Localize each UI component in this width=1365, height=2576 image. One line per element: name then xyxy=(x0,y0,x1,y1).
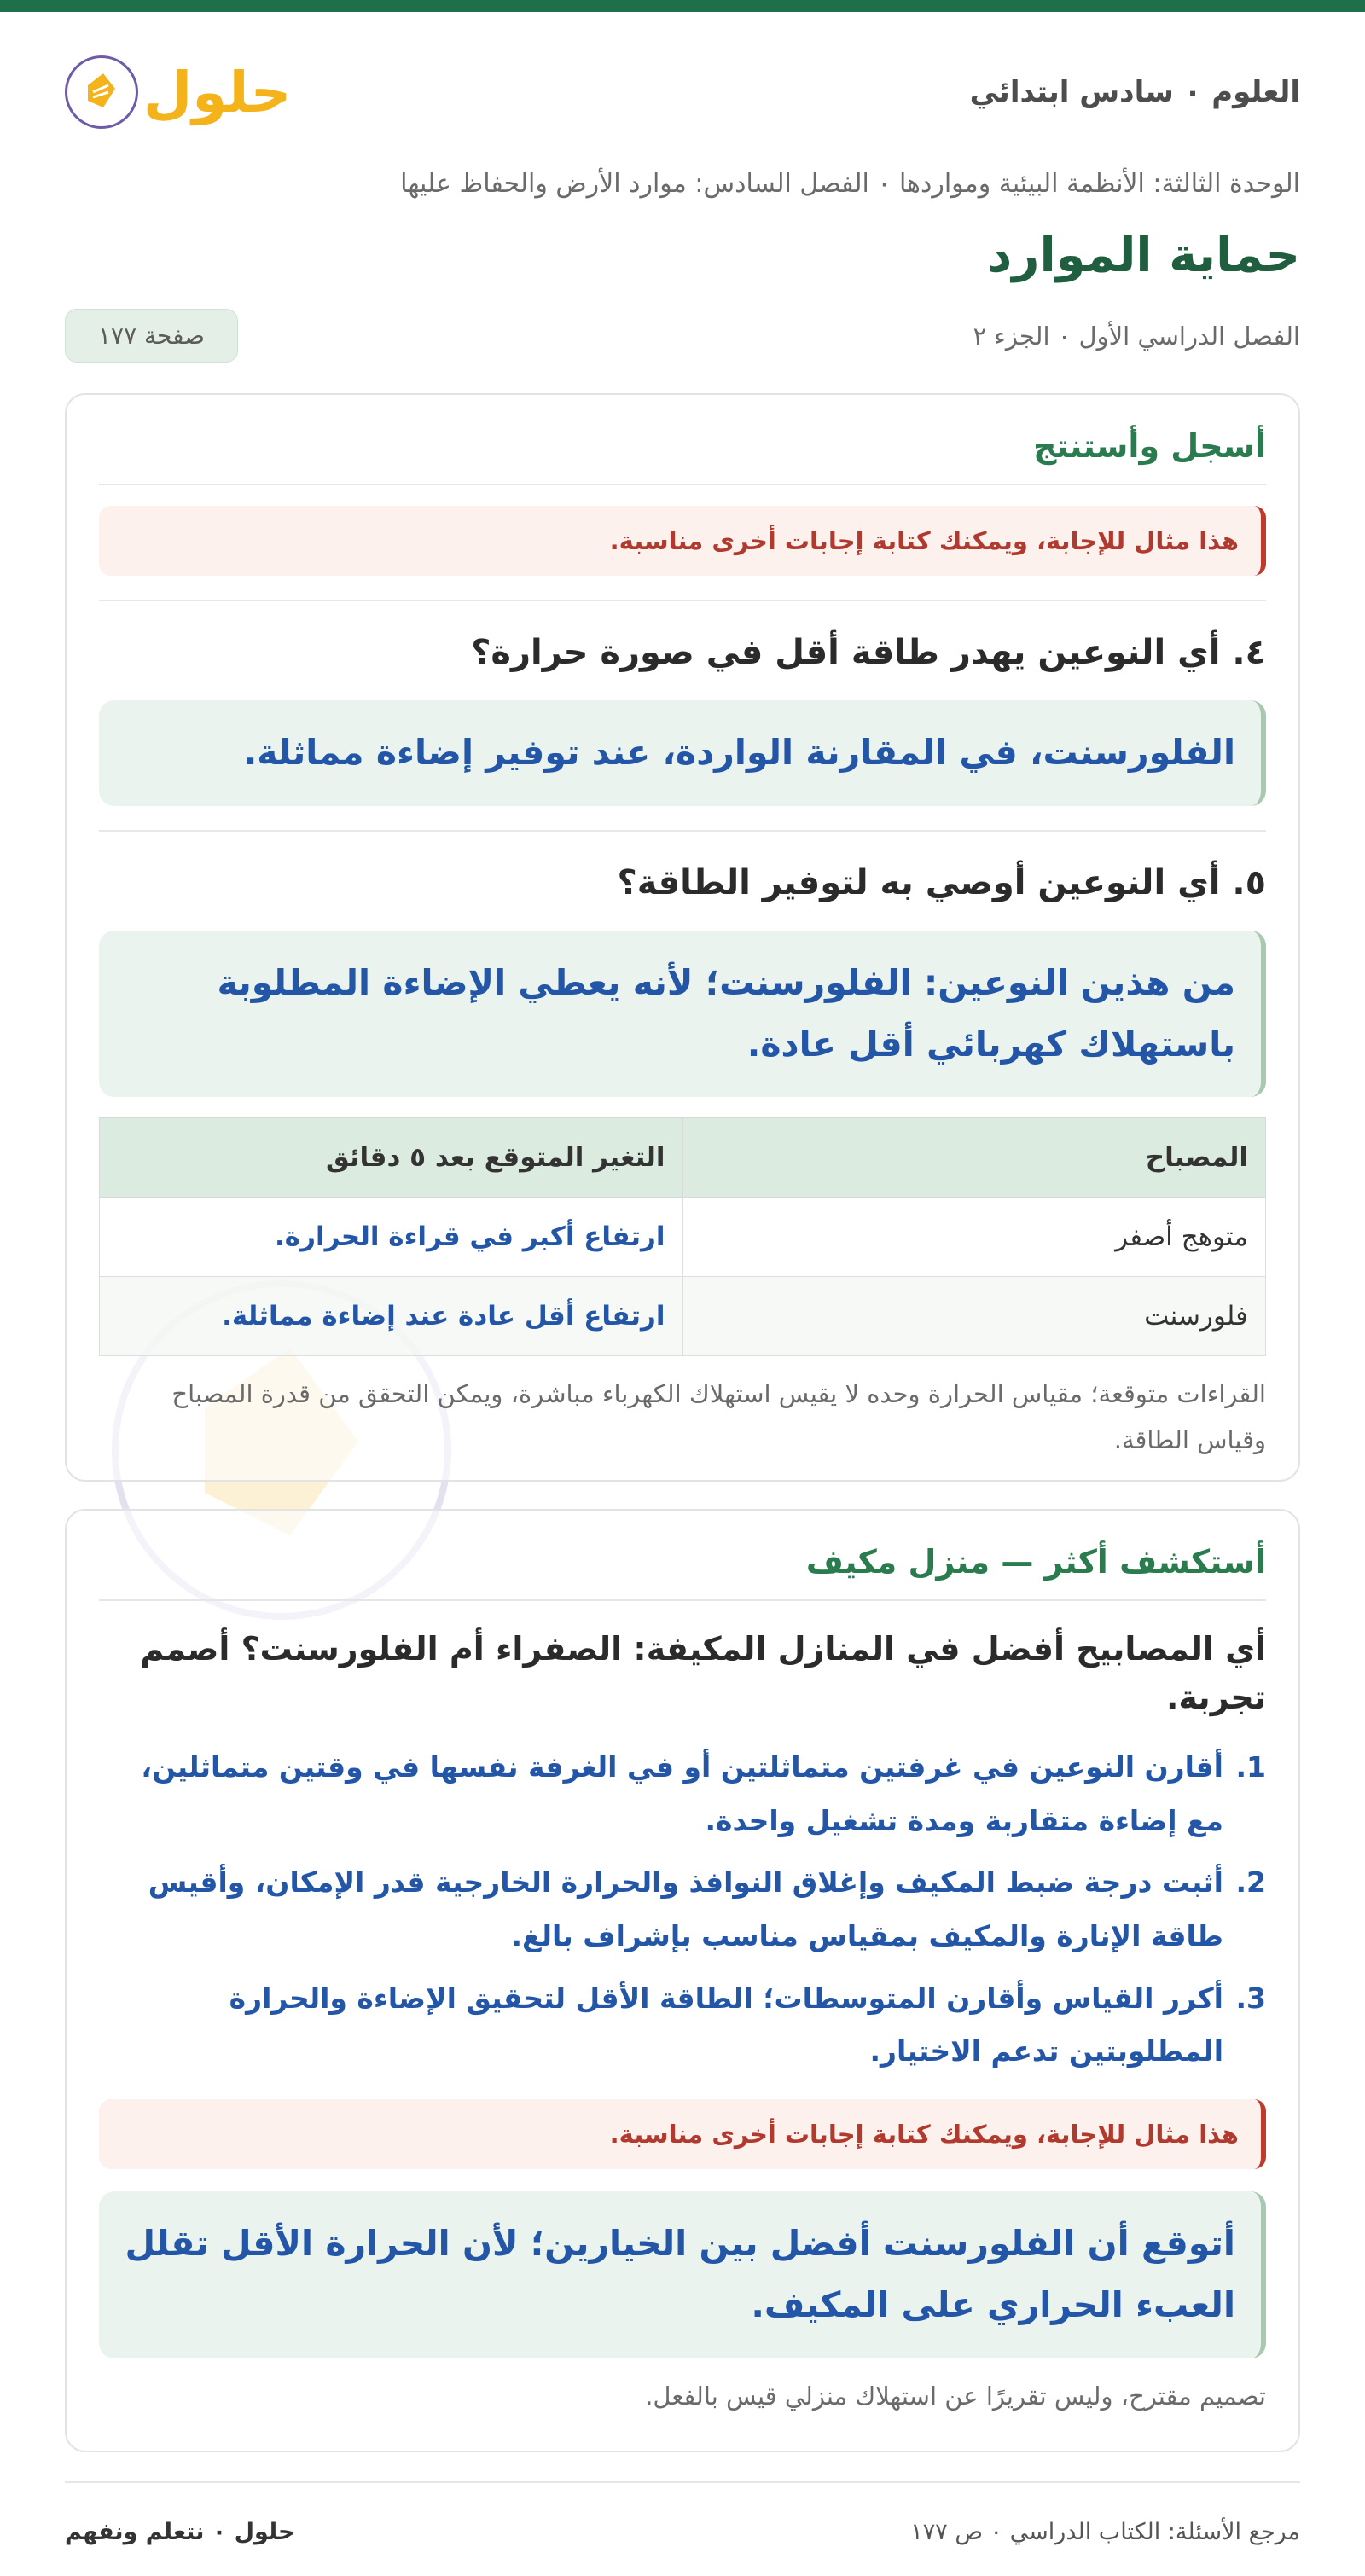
book-icon xyxy=(65,55,138,129)
answer-note: هذا مثال للإجابة، ويمكنك كتابة إجابات أخرى مناسبة. xyxy=(99,506,1266,576)
change-cell: ارتفاع أقل عادة عند إضاءة مماثلة. xyxy=(100,1277,683,1356)
top-accent-bar xyxy=(0,0,1365,12)
record-conclude-card xyxy=(65,393,1300,1482)
meta-row xyxy=(65,309,1300,363)
comparison-table xyxy=(99,1117,1266,1356)
experiment-answer: أتوقع أن الفلورسنت أفضل بين الخيارين؛ لأن الحرارة الأقل تقلل العبء الحراري على المكيف. xyxy=(99,2191,1266,2358)
section-title: أستكشف أكثر — منزل مكيف xyxy=(99,1531,1266,1601)
list-item xyxy=(99,1741,1266,1848)
explore-more-card xyxy=(65,1509,1300,2452)
design-footnote: تصميم مقترح، وليس تقريرًا عن استهلاك منزلي قيس بالفعل. xyxy=(645,2381,1266,2411)
table-header-row xyxy=(100,1118,1266,1198)
breadcrumb: الوحدة الثالثة: الأنظمة البيئية ومواردها ٠ الفصل السادس: موارد الأرض والحفاظ عليها xyxy=(400,169,1300,199)
answer-4: الفلورسنت، في المقارنة الواردة، عند توفير إضاءة مماثلة. xyxy=(99,700,1266,806)
page-header xyxy=(65,12,1300,167)
experiment-question: أي المصابيح أفضل في المنازل المكيفة: الصفراء أم الفلورسنت؟ أصمم تجربة. xyxy=(140,1630,1266,1716)
divider xyxy=(99,600,1266,601)
lamp-cell: متوهج أصفر xyxy=(682,1198,1266,1277)
question-4: ٤. أي النوعين يهدر طاقة أقل في صورة حرارة؟ xyxy=(471,633,1266,672)
table-row xyxy=(100,1198,1266,1277)
brand-logo[interactable] xyxy=(65,55,291,129)
logo-text: حلول xyxy=(143,59,292,125)
footer-brand: حلول ٠ نتعلم ونفهم xyxy=(65,2519,295,2545)
column-header-change: التغير المتوقع بعد ٥ دقائق xyxy=(100,1118,683,1198)
question-5: ٥. أي النوعين أوصي به لتوفير الطاقة؟ xyxy=(617,862,1266,902)
term-label: الفصل الدراسي الأول ٠ الجزء ٢ xyxy=(973,321,1300,351)
divider xyxy=(99,830,1266,832)
list-item xyxy=(99,1972,1266,2079)
footer-reference: مرجع الأسئلة: الكتاب الدراسي ٠ ص ١٧٧ xyxy=(910,2519,1300,2545)
page-footer xyxy=(65,2481,1300,2545)
step-number: 2. xyxy=(1235,1865,1266,1900)
table-row xyxy=(100,1277,1266,1356)
list-item xyxy=(99,1856,1266,1963)
step-text: أثبت درجة ضبط المكيف وإغلاق النوافذ والحرارة الخارجية قدر الإمكان، وأقيس طاقة الإنارة والمكيف بمقياس مناسب بإشراف بالغ. xyxy=(148,1865,1223,1953)
answer-note: هذا مثال للإجابة، ويمكنك كتابة إجابات أخرى مناسبة. xyxy=(99,2099,1266,2169)
answer-5: من هذين النوعين: الفلورسنت؛ لأنه يعطي الإضاءة المطلوبة باستهلاك كهربائي أقل عادة. xyxy=(99,931,1266,1098)
page-number-badge: صفحة ١٧٧ xyxy=(65,309,238,363)
experiment-steps xyxy=(99,1741,1266,2079)
column-header-lamp: المصباح xyxy=(682,1118,1266,1198)
subject-label: العلوم ٠ سادس ابتدائي xyxy=(969,75,1300,109)
change-cell: ارتفاع أكبر في قراءة الحرارة. xyxy=(100,1198,683,1277)
step-text: أكرر القياس وأقارن المتوسطات؛ الطاقة الأقل لتحقيق الإضاءة والحرارة المطلوبتين تدعم الاختيار. xyxy=(229,1981,1223,2068)
lamp-cell: فلورسنت xyxy=(682,1277,1266,1356)
step-number: 3. xyxy=(1235,1981,1266,2015)
page-title: حماية الموارد xyxy=(987,228,1300,283)
step-text: أقارن النوعين في غرفتين متماثلتين أو في الغرفة نفسها في وقتين متماثلين، مع إضاءة متقاربة ومدة تشغيل واحدة. xyxy=(141,1750,1223,1837)
section-title: أسجل وأستنتج xyxy=(99,415,1266,485)
step-number: 1. xyxy=(1235,1750,1266,1784)
table-footnote: القراءات متوقعة؛ مقياس الحرارة وحده لا يقيس استهلاك الكهرباء مباشرة، ويمكن التحقق من قدرة المصباح وقياس الطاقة. xyxy=(171,1379,1266,1454)
